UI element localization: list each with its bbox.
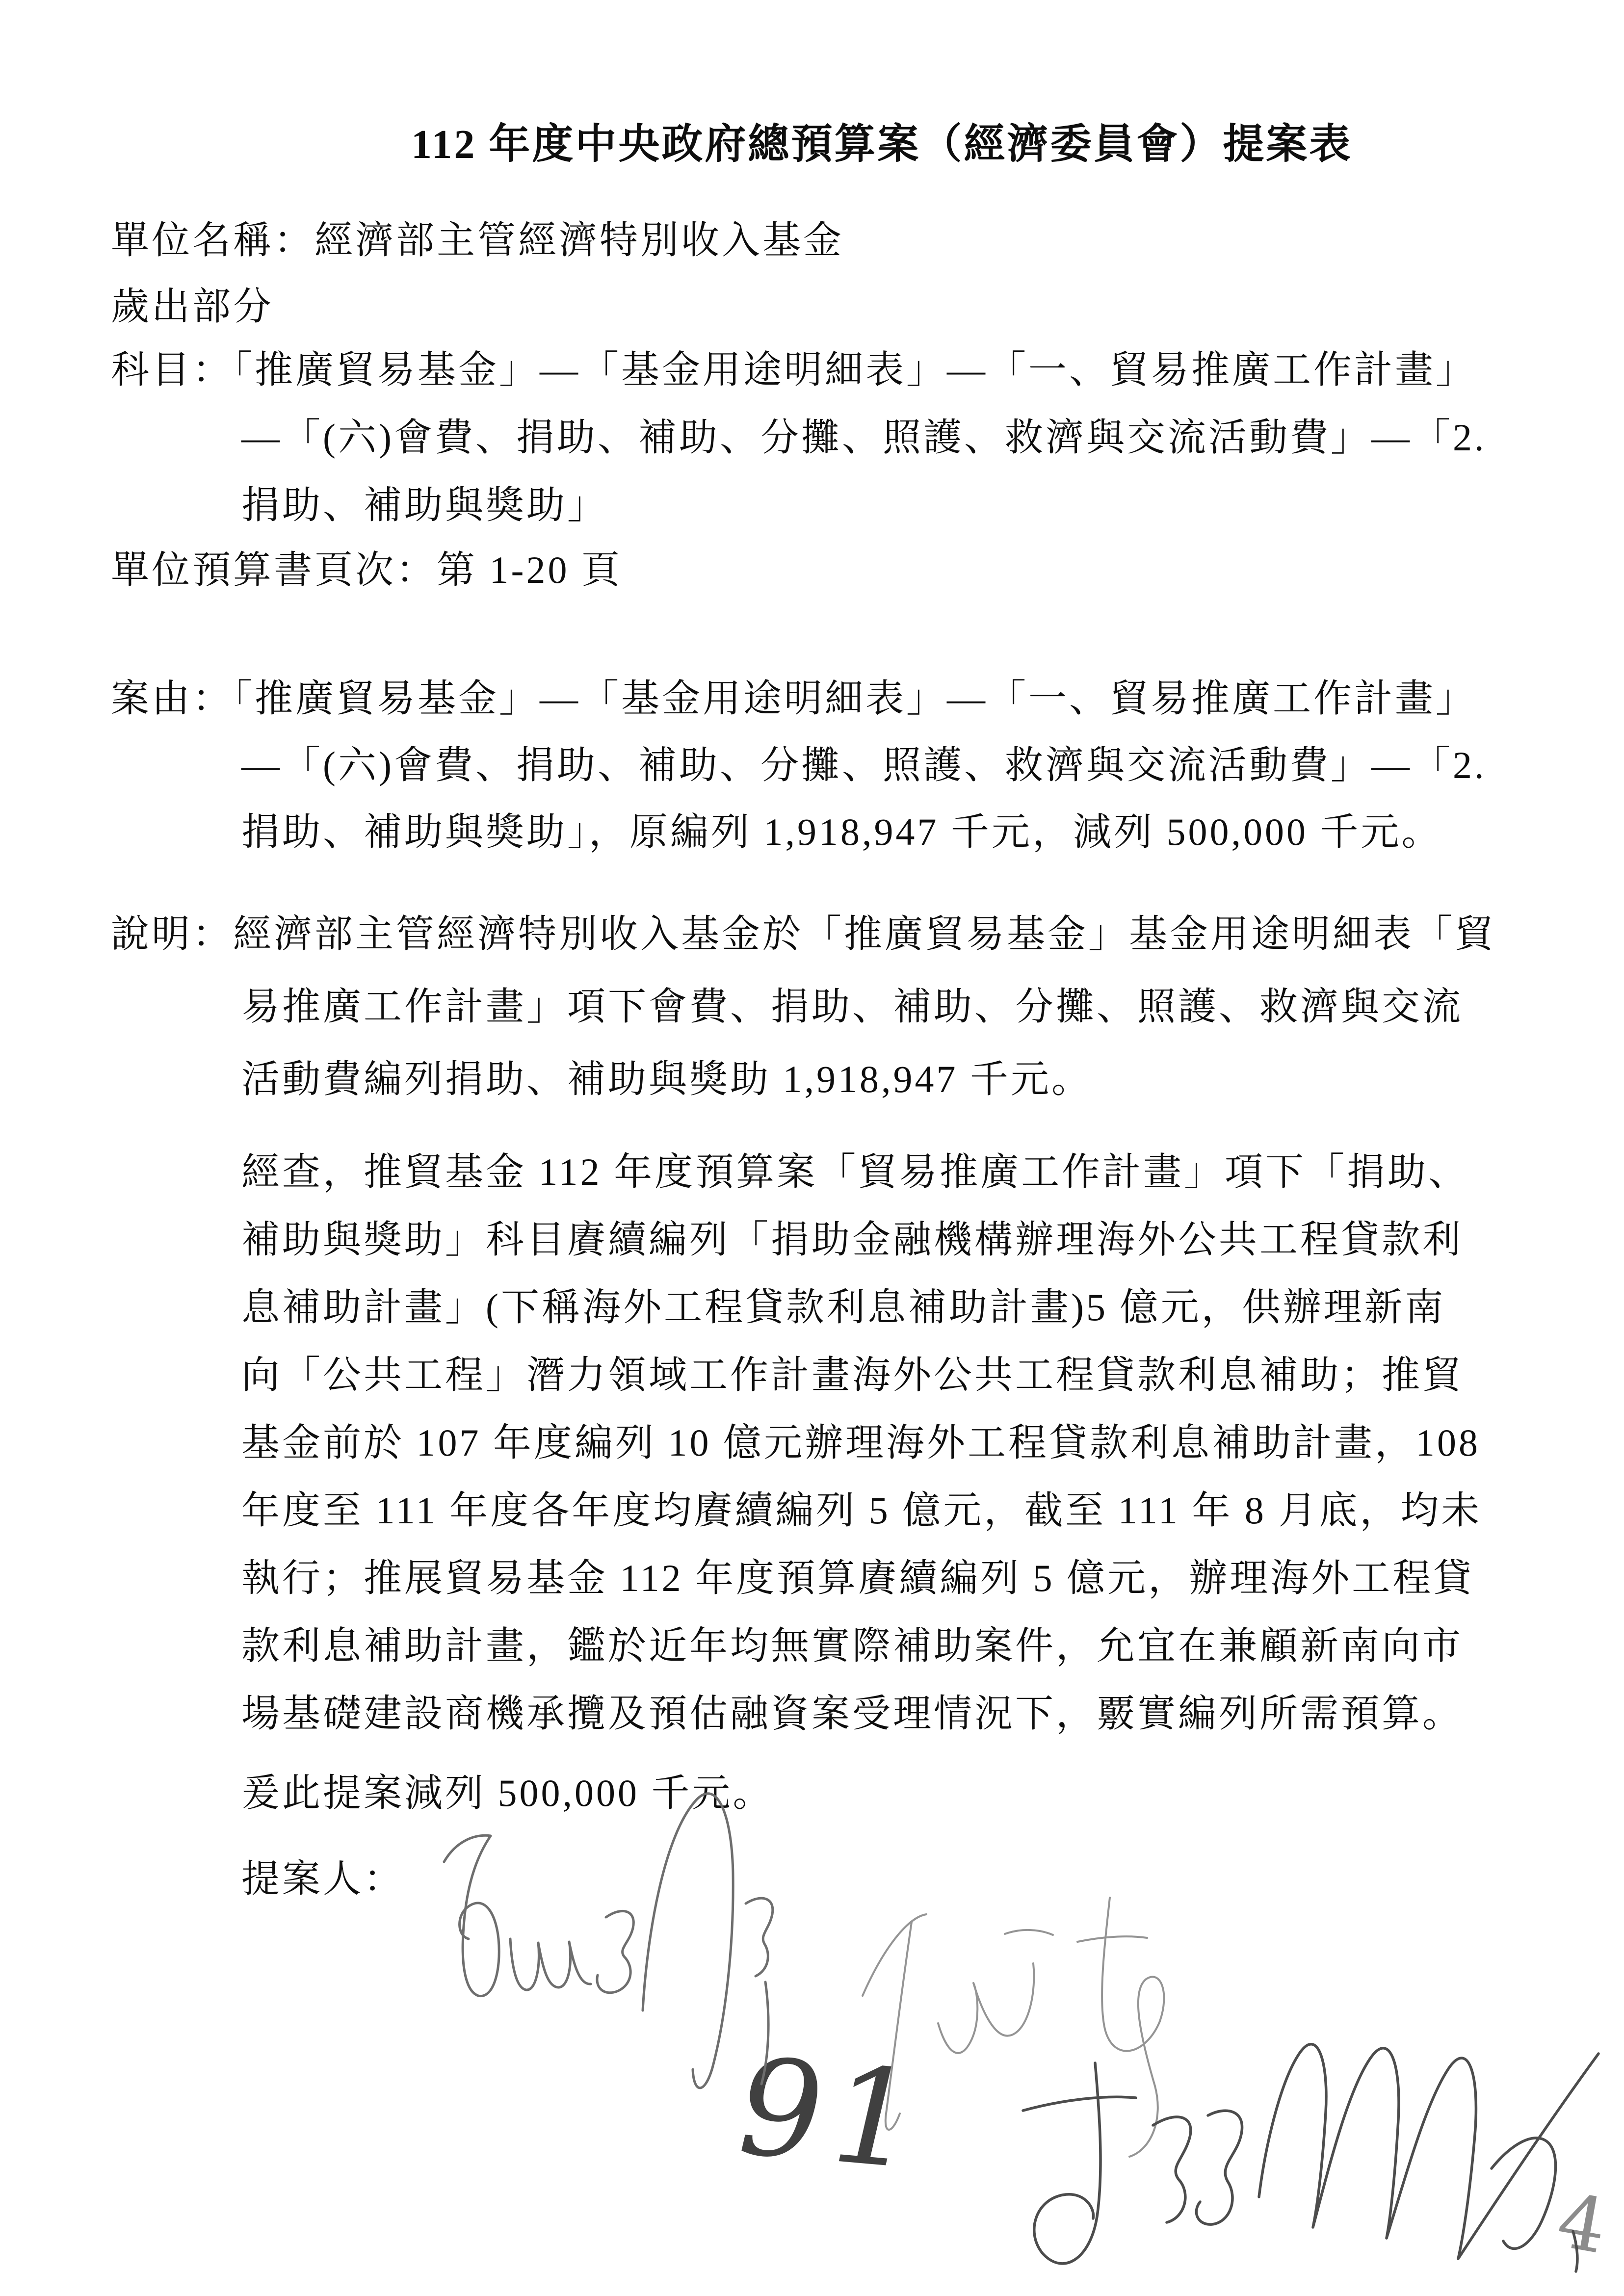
subject-line-1-text: 「推廣貿易基金」—「基金用途明細表」—「一、貿易推廣工作計畫」	[233, 348, 1477, 391]
page-ref-label: 單位預算書頁次：	[111, 548, 437, 591]
review-line-2: 補助與獎助」科目賡續編列「捐助金融機構辦理海外公共工程貸款利	[241, 1218, 1464, 1261]
section-heading: 歲出部分	[111, 285, 274, 328]
handwritten-count-number: 91	[720, 2030, 941, 2199]
explanation-line-1-text: 經濟部主管經濟特別收入基金於「推廣貿易基金」基金用途明細表「貿	[233, 913, 1496, 955]
subject-line-2: —「(六)會費、捐助、補助、分攤、照護、救濟與交流活動費」—「2.	[241, 416, 1487, 459]
review-line-8: 款利息補助計畫，鑑於近年均無實際補助案件，允宜在兼顧新南向市	[241, 1624, 1464, 1667]
explanation-line-3: 活動費編列捐助、補助與獎助 1,918,947 千元。	[241, 1058, 1093, 1100]
review-line-4: 向「公共工程」潛力領域工作計畫海外公共工程貸款利息補助；推貿	[241, 1354, 1464, 1396]
review-line-3: 息補助計畫」(下稱海外工程貸款利息補助計畫)5 億元，供辦理新南	[241, 1286, 1446, 1329]
signature-3	[1023, 2044, 1598, 2271]
handwritten-corner-number: 4	[1551, 2177, 1613, 2271]
unit-name-value: 經濟部主管經濟特別收入基金	[314, 219, 844, 261]
proposer-label: 提案人：	[241, 1857, 405, 1900]
review-line-5: 基金前於 107 年度編列 10 億元辦理海外工程貸款利息補助計畫，108	[241, 1421, 1481, 1464]
signature-2	[863, 1898, 1164, 2157]
conclusion-line: 爰此提案減列 500,000 千元。	[241, 1772, 774, 1814]
page-ref-value: 第 1-20 頁	[437, 548, 622, 591]
subject-line-3: 捐助、補助與獎助」	[241, 484, 608, 526]
signature-1	[444, 1794, 773, 2088]
unit-name-label: 單位名稱：	[111, 219, 315, 261]
case-label: 案由：	[111, 677, 234, 720]
explanation-line-2: 易推廣工作計畫」項下會費、捐助、補助、分攤、照護、救濟與交流	[241, 985, 1464, 1028]
case-line-1-text: 「推廣貿易基金」—「基金用途明細表」—「一、貿易推廣工作計畫」	[233, 677, 1477, 720]
review-line-1: 經查，推貿基金 112 年度預算案「貿易推廣工作計畫」項下「捐助、	[241, 1150, 1469, 1193]
explanation-label: 說明：	[111, 913, 234, 955]
review-line-7: 執行；推展貿易基金 112 年度預算賡續編列 5 億元，辦理海外工程貸	[241, 1557, 1474, 1599]
review-line-6: 年度至 111 年度各年度均賡續編列 5 億元，截至 111 年 8 月底，均未	[241, 1489, 1482, 1532]
case-line-2: —「(六)會費、捐助、補助、分攤、照護、救濟與交流活動費」—「2.	[241, 744, 1487, 786]
document-title: 112 年度中央政府總預算案（經濟委員會）提案表	[411, 122, 1353, 167]
subject-label: 科目：	[111, 348, 234, 391]
review-line-9: 場基礎建設商機承攬及預估融資案受理情況下，覈實編列所需預算。	[241, 1692, 1464, 1735]
case-line-3: 捐助、補助與獎助」，原編列 1,918,947 千元，減列 500,000 千元。	[241, 810, 1442, 853]
